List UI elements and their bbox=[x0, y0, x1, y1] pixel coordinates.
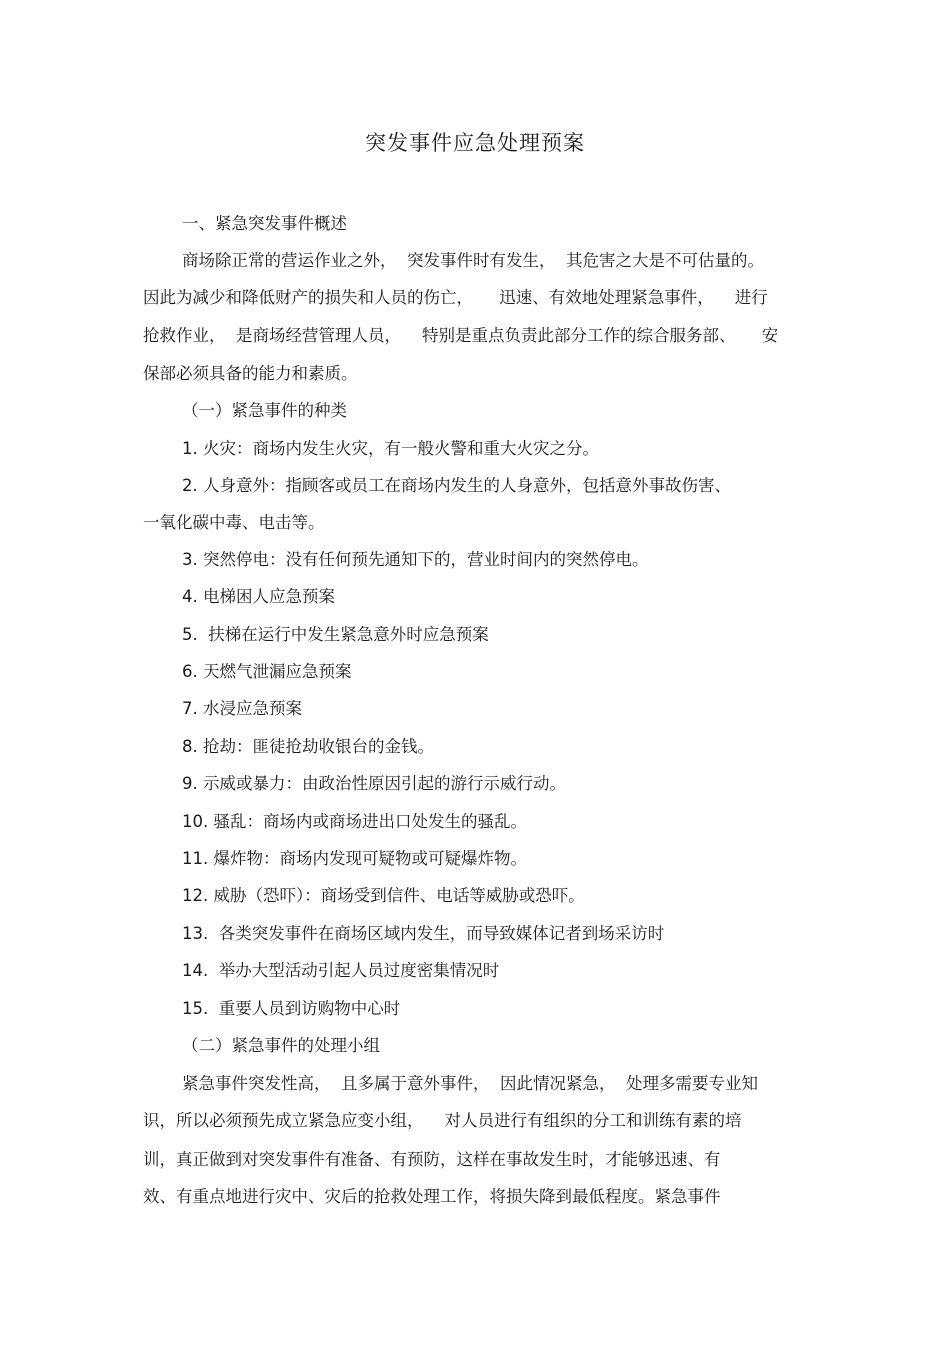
list-item: 14. 举办大型活动引起人员过度密集情况时 bbox=[182, 961, 500, 980]
subsection-heading-team: （二）紧急事件的处理小组 bbox=[182, 1036, 380, 1055]
list-item-continuation: 一氧化碳中毒、电击等。 bbox=[143, 513, 325, 532]
list-item: 10. 骚乱：商场内或商场进出口处发生的骚乱。 bbox=[182, 812, 527, 831]
paragraph-line: 抢救作业， 是商场经营管理人员， 特别是重点负责此部分工作的综合服务部、 安 bbox=[143, 326, 779, 345]
list-item: 12. 威胁（恐吓）：商场受到信件、电话等威胁或恐吓。 bbox=[182, 886, 585, 905]
list-item: 1. 火灾：商场内发生火灾，有一般火警和重大火灾之分。 bbox=[182, 439, 599, 458]
list-item: 2. 人身意外：指顾客或员工在商场内发生的人身意外，包括意外事故伤害、 bbox=[182, 476, 731, 495]
paragraph-line: 训，真正做到对突发事件有准备、有预防，这样在事故发生时，才能够迅速、有 bbox=[143, 1150, 721, 1169]
list-item: 3. 突然停电：没有任何预先通知下的，营业时间内的突然停电。 bbox=[182, 550, 649, 569]
list-item: 5. 扶梯在运行中发生紧急意外时应急预案 bbox=[182, 625, 489, 644]
list-item: 6. 天燃气泄漏应急预案 bbox=[182, 662, 352, 681]
subsection-heading-types: （一）紧急事件的种类 bbox=[182, 401, 347, 420]
list-item: 15. 重要人员到访购物中心时 bbox=[182, 999, 401, 1018]
paragraph-line: 保部必须具备的能力和素质。 bbox=[143, 364, 358, 383]
list-item: 7. 水浸应急预案 bbox=[182, 699, 302, 718]
paragraph-line: 紧急事件突发性高， 且多属于意外事件， 因此情况紧急， 处理多需要专业知 bbox=[182, 1074, 758, 1093]
list-item: 9. 示威或暴力：由政治性原因引起的游行示威行动。 bbox=[182, 774, 566, 793]
document-title: 突发事件应急处理预案 bbox=[365, 131, 585, 155]
list-item: 11. 爆炸物：商场内发现可疑物或可疑爆炸物。 bbox=[182, 849, 527, 868]
list-item: 8. 抢劫：匪徒抢劫收银台的金钱。 bbox=[182, 737, 434, 756]
paragraph-line: 识，所以必须预先成立紧急应变小组， 对人员进行有组织的分工和训练有素的培 bbox=[143, 1111, 742, 1130]
paragraph-line: 因此为减少和降低财产的损失和人员的伤亡， 迅速、有效地处理紧急事件， 进行 bbox=[143, 288, 768, 307]
list-item: 4. 电梯困人应急预案 bbox=[182, 587, 335, 606]
paragraph-line: 商场除正常的营运作业之外， 突发事件时有发生， 其危害之大是不可估量的。 bbox=[182, 251, 764, 270]
section-heading-overview: 一、紧急突发事件概述 bbox=[182, 214, 347, 233]
list-item: 13. 各类突发事件在商场区域内发生，而导致媒体记者到场采访时 bbox=[182, 924, 665, 943]
paragraph-line: 效、有重点地进行灾中、灾后的抢救处理工作，将损失降到最低程度。紧急事件 bbox=[143, 1187, 721, 1206]
